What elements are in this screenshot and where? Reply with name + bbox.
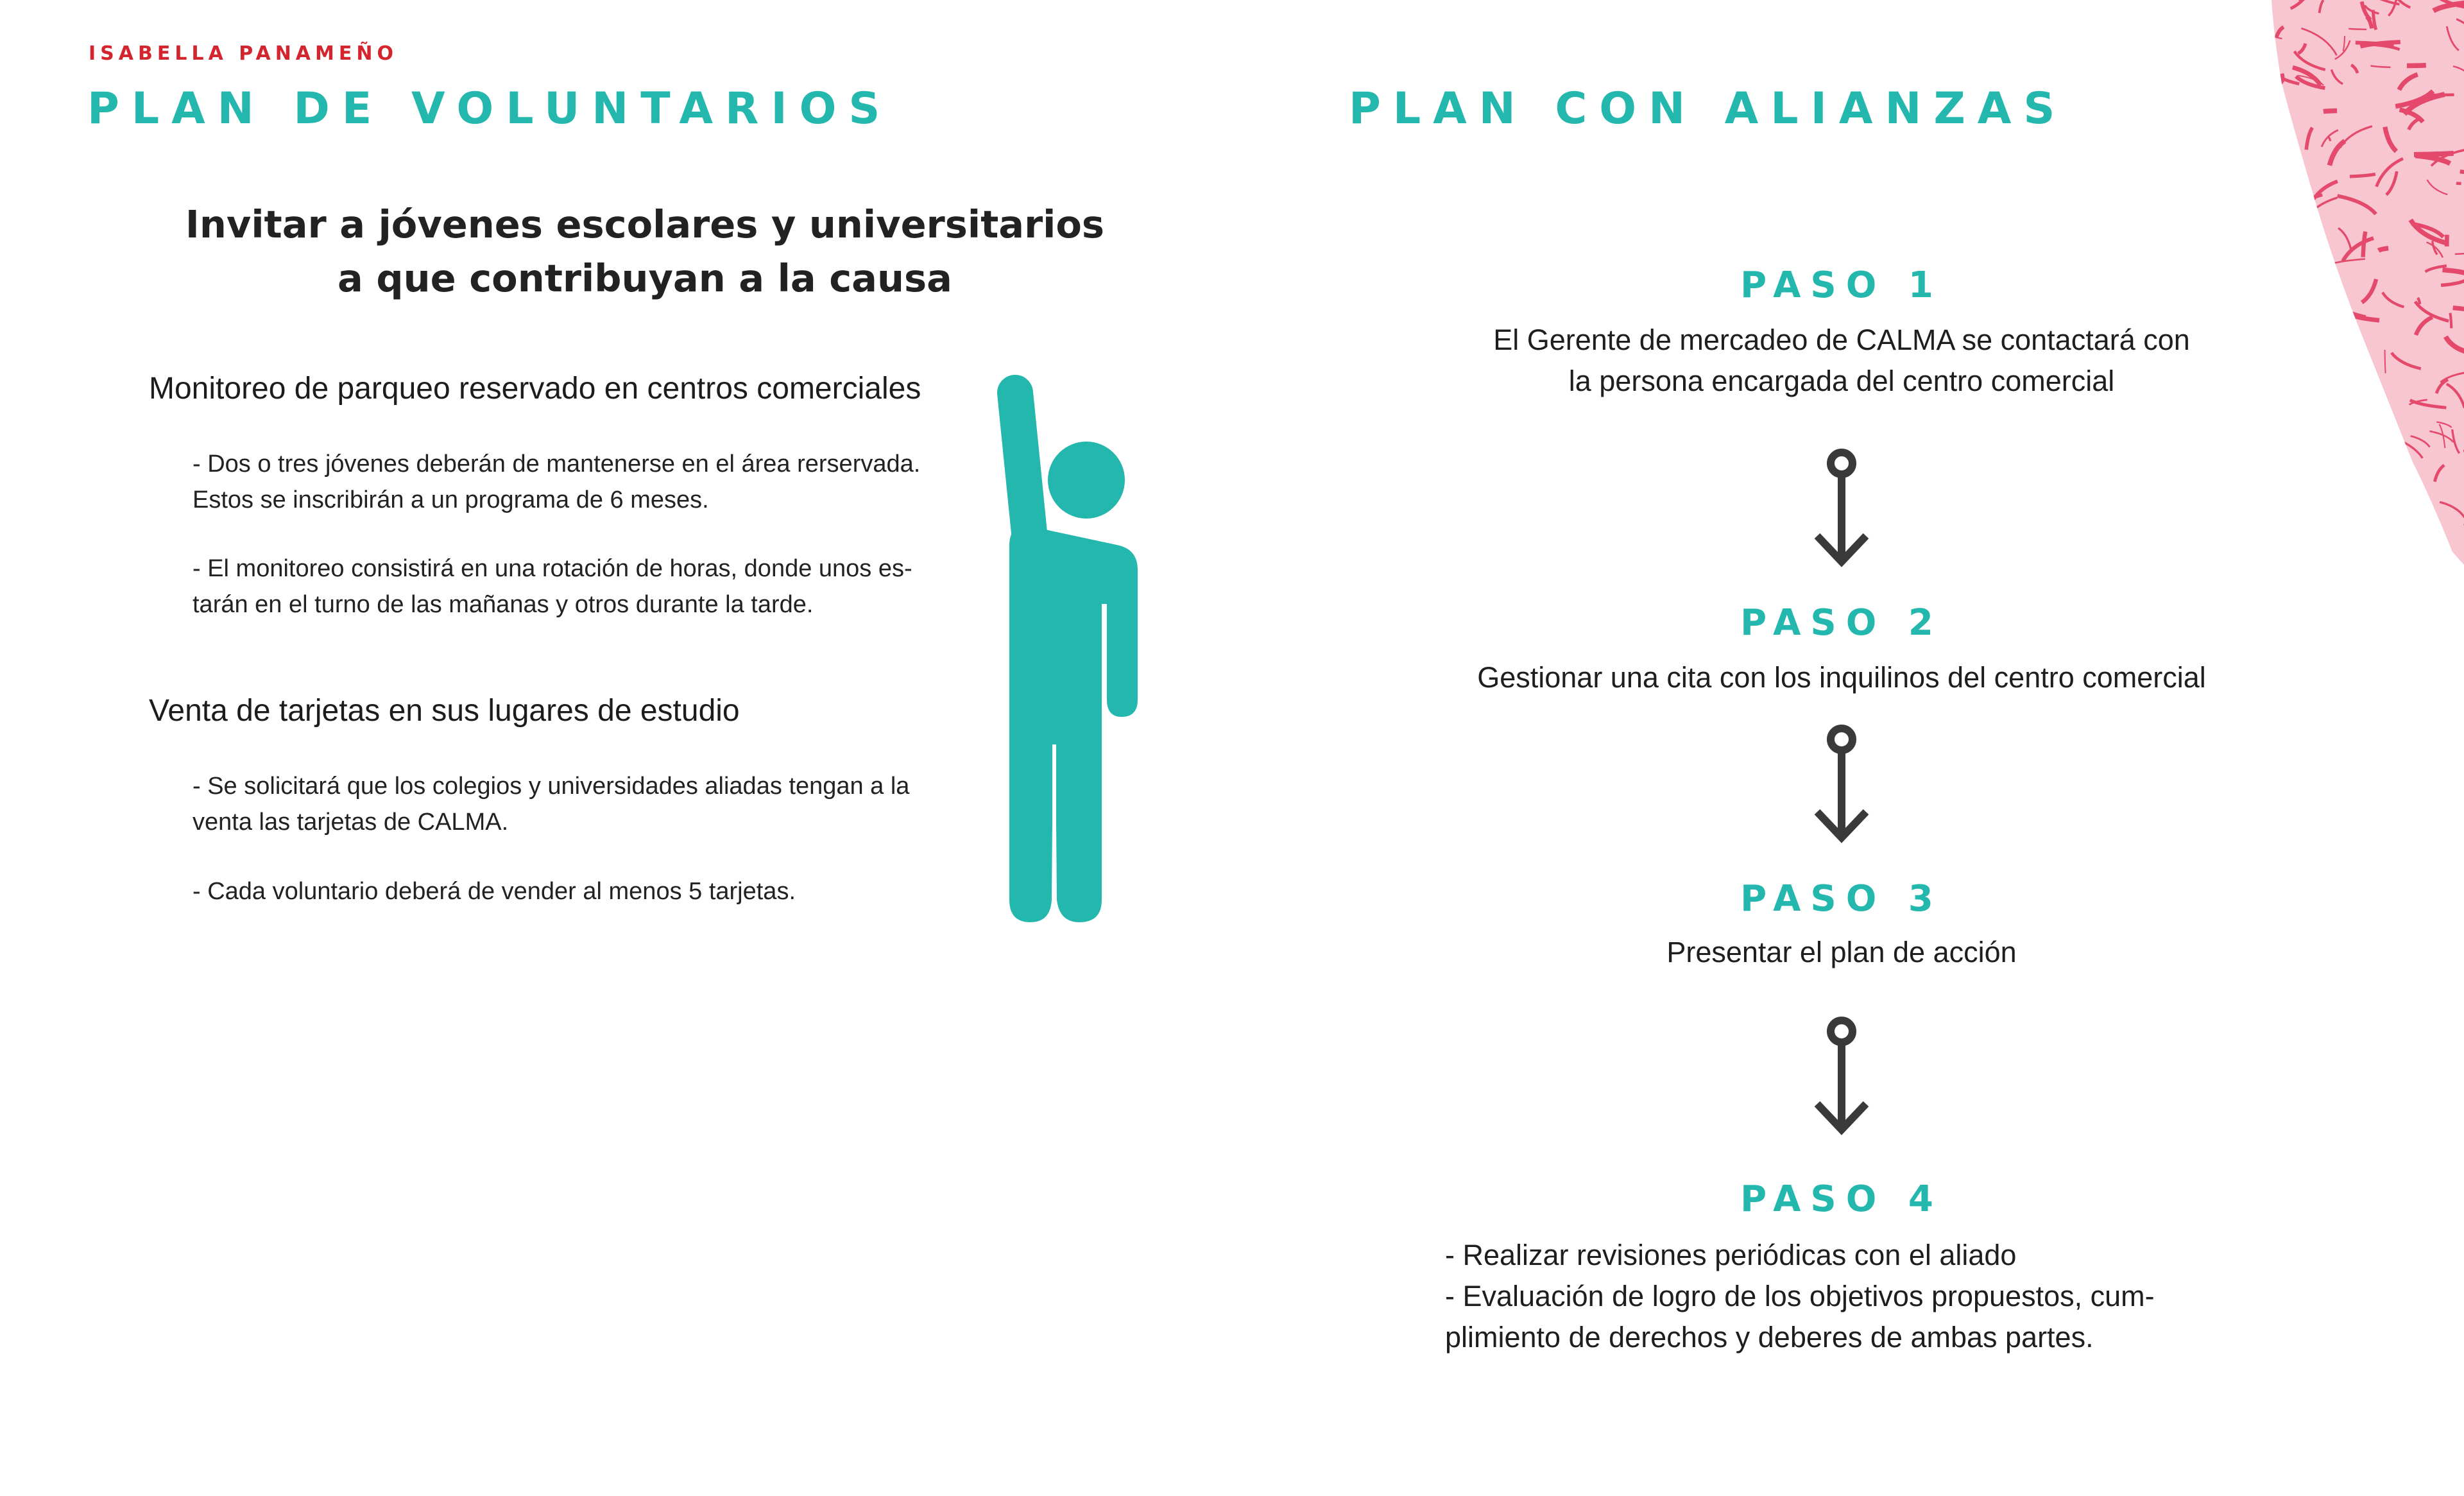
- texture-stroke: [2368, 510, 2382, 512]
- step-2-title: PASO 2: [1740, 602, 1943, 644]
- texture-stroke: [2323, 327, 2336, 348]
- step-3-text: [1412, 932, 2272, 973]
- texture-stroke: [2316, 524, 2321, 542]
- texture-stroke: [2299, 289, 2313, 309]
- texture-stroke: [2327, 515, 2334, 536]
- texture-stroke: [2297, 393, 2335, 416]
- step-3-title: PASO 3: [1740, 878, 1943, 920]
- step-4-title: PASO 4: [1740, 1178, 1943, 1220]
- texture-stroke: [2314, 402, 2325, 408]
- texture-stroke: [2273, 80, 2282, 105]
- texture-stroke: [2252, 125, 2280, 126]
- texture-stroke: [2281, 251, 2316, 273]
- step-line: El Gerente de mercadeo de CALMA se contactará con: [1493, 323, 2190, 356]
- texture-stroke: [2317, 447, 2344, 464]
- texture-stroke: [2291, 434, 2323, 448]
- bullet-line: - Dos o tres jóvenes deberán de mantenerse en el área rerservada.: [193, 451, 921, 477]
- texture-stroke: [2245, 76, 2284, 90]
- bullet-line: - El monitoreo consistirá en una rotación de horas, donde unos es-: [193, 555, 912, 582]
- texture-stroke: [2411, 533, 2420, 543]
- texture-stroke: [2286, 231, 2307, 256]
- texture-stroke: [2395, 558, 2427, 560]
- texture-stroke: [2293, 409, 2300, 436]
- texture-stroke: [2278, 173, 2284, 182]
- step-2-text: [1412, 657, 2272, 698]
- texture-stroke: [2264, 176, 2295, 185]
- voluntarios-lead: [167, 198, 1123, 305]
- texture-stroke: [2325, 349, 2329, 350]
- step-line: - Evaluación de logro de los objetivos propuestos, cum-: [1445, 1280, 2155, 1312]
- texture-stroke: [2332, 348, 2352, 352]
- bullet-line: - Se solicitará que los colegios y universidades aliadas tengan a la: [193, 773, 910, 800]
- texture-stroke: [2266, 200, 2273, 203]
- texture-stroke: [2364, 530, 2397, 538]
- lead-line: Invitar a jóvenes escolares y universitarios: [185, 202, 1105, 246]
- voluntarios-title: PLAN DE VOLUNTARIOS: [87, 83, 893, 134]
- texture-stroke: [2348, 29, 2366, 30]
- venta-bullet: [193, 873, 1001, 909]
- texture-stroke: [2316, 218, 2317, 227]
- step-1-title: PASO 1: [1740, 264, 1943, 306]
- venta-bullet: [193, 768, 1001, 840]
- monitoreo-bullet: [193, 446, 1001, 518]
- texture-stroke: [2291, 384, 2320, 411]
- texture-stroke: [2280, 318, 2321, 334]
- texture-stroke: [2379, 248, 2388, 251]
- texture-stroke: [2286, 474, 2302, 486]
- texture-stroke: [2286, 379, 2313, 383]
- texture-stroke: [2284, 381, 2301, 398]
- venta-heading: Venta de tarjetas en sus lugares de estudio: [149, 694, 740, 728]
- lead-line: a que contribuyan a la causa: [338, 256, 952, 300]
- texture-stroke: [2281, 341, 2309, 367]
- arrow-down-icon: [1810, 446, 1874, 574]
- arrow-down-icon: [1810, 722, 1874, 850]
- texture-stroke: [2450, 313, 2451, 329]
- texture-stroke: [2266, 280, 2271, 283]
- volunteer-raised-hand-icon: [975, 372, 1155, 931]
- texture-stroke: [2320, 460, 2347, 469]
- step-line: la persona encargada del centro comercial: [1568, 365, 2115, 397]
- author-name: ISABELLA PANAMEÑO: [89, 42, 398, 65]
- step-line: plimiento de derechos y deberes de ambas partes.: [1445, 1321, 2094, 1354]
- bullet-line: tarán en el turno de las mañanas y otros durante la tarde.: [193, 591, 814, 618]
- arrow-down-icon: [1810, 1014, 1874, 1142]
- texture-stroke: [2414, 153, 2454, 155]
- texture-stroke: [2338, 372, 2345, 386]
- texture-stroke: [2345, 417, 2357, 442]
- texture-stroke: [2264, 222, 2287, 228]
- bullet-line: - Cada voluntario deberá de vender al menos 5 tarjetas.: [193, 878, 796, 905]
- texture-stroke: [2325, 513, 2345, 537]
- monitoreo-bullet: [193, 551, 1001, 623]
- texture-stroke: [2297, 399, 2313, 408]
- monitoreo-heading: Monitoreo de parqueo reservado en centros comerciales: [149, 372, 921, 406]
- texture-stroke: [2340, 357, 2368, 381]
- texture-stroke: [2331, 535, 2356, 540]
- texture-stroke: [2311, 424, 2327, 441]
- step-line: - Realizar revisiones periódicas con el aliado: [1445, 1239, 2017, 1271]
- texture-stroke: [2379, 525, 2404, 540]
- alianzas-title: PLAN CON ALIANZAS: [1349, 83, 2067, 134]
- texture-stroke: [2270, 304, 2297, 323]
- step-4-text: [1445, 1235, 2247, 1358]
- texture-stroke: [2250, 178, 2265, 198]
- texture-stroke: [2261, 549, 2295, 565]
- texture-stroke: [2274, 418, 2275, 433]
- texture-stroke: [2291, 270, 2306, 298]
- texture-stroke: [2276, 340, 2307, 350]
- step-line: Gestionar una cita con los inquilinos del centro comercial: [1477, 661, 2206, 694]
- texture-stroke: [2297, 418, 2313, 442]
- decorative-texture-icon: [2220, 0, 2464, 565]
- texture-stroke: [2369, 503, 2402, 519]
- texture-stroke: [2286, 434, 2320, 440]
- texture-stroke: [2297, 442, 2317, 448]
- bullet-line: Estos se inscribirán a un programa de 6 meses.: [193, 486, 709, 513]
- texture-stroke: [2363, 232, 2366, 257]
- step-1-text: [1412, 320, 2272, 402]
- texture-stroke: [2429, 95, 2454, 96]
- step-line: Presentar el plan de acción: [1666, 936, 2017, 968]
- texture-stroke: [2280, 241, 2288, 270]
- texture-stroke: [2289, 323, 2318, 350]
- texture-stroke: [2323, 417, 2336, 441]
- texture-stroke: [2286, 442, 2313, 469]
- texture-stroke: [2274, 419, 2278, 422]
- texture-stroke: [2407, 65, 2426, 66]
- texture-stroke: [2323, 110, 2337, 111]
- texture-stroke: [2282, 397, 2294, 424]
- texture-stroke: [2346, 374, 2365, 388]
- texture-stroke: [2313, 355, 2344, 381]
- texture-stroke: [2293, 348, 2329, 356]
- texture-stroke: [2385, 350, 2386, 374]
- texture-stroke: [2331, 556, 2370, 558]
- bullet-line: venta las tarjetas de CALMA.: [193, 809, 509, 836]
- texture-stroke: [2296, 269, 2309, 270]
- texture-stroke: [2345, 512, 2360, 533]
